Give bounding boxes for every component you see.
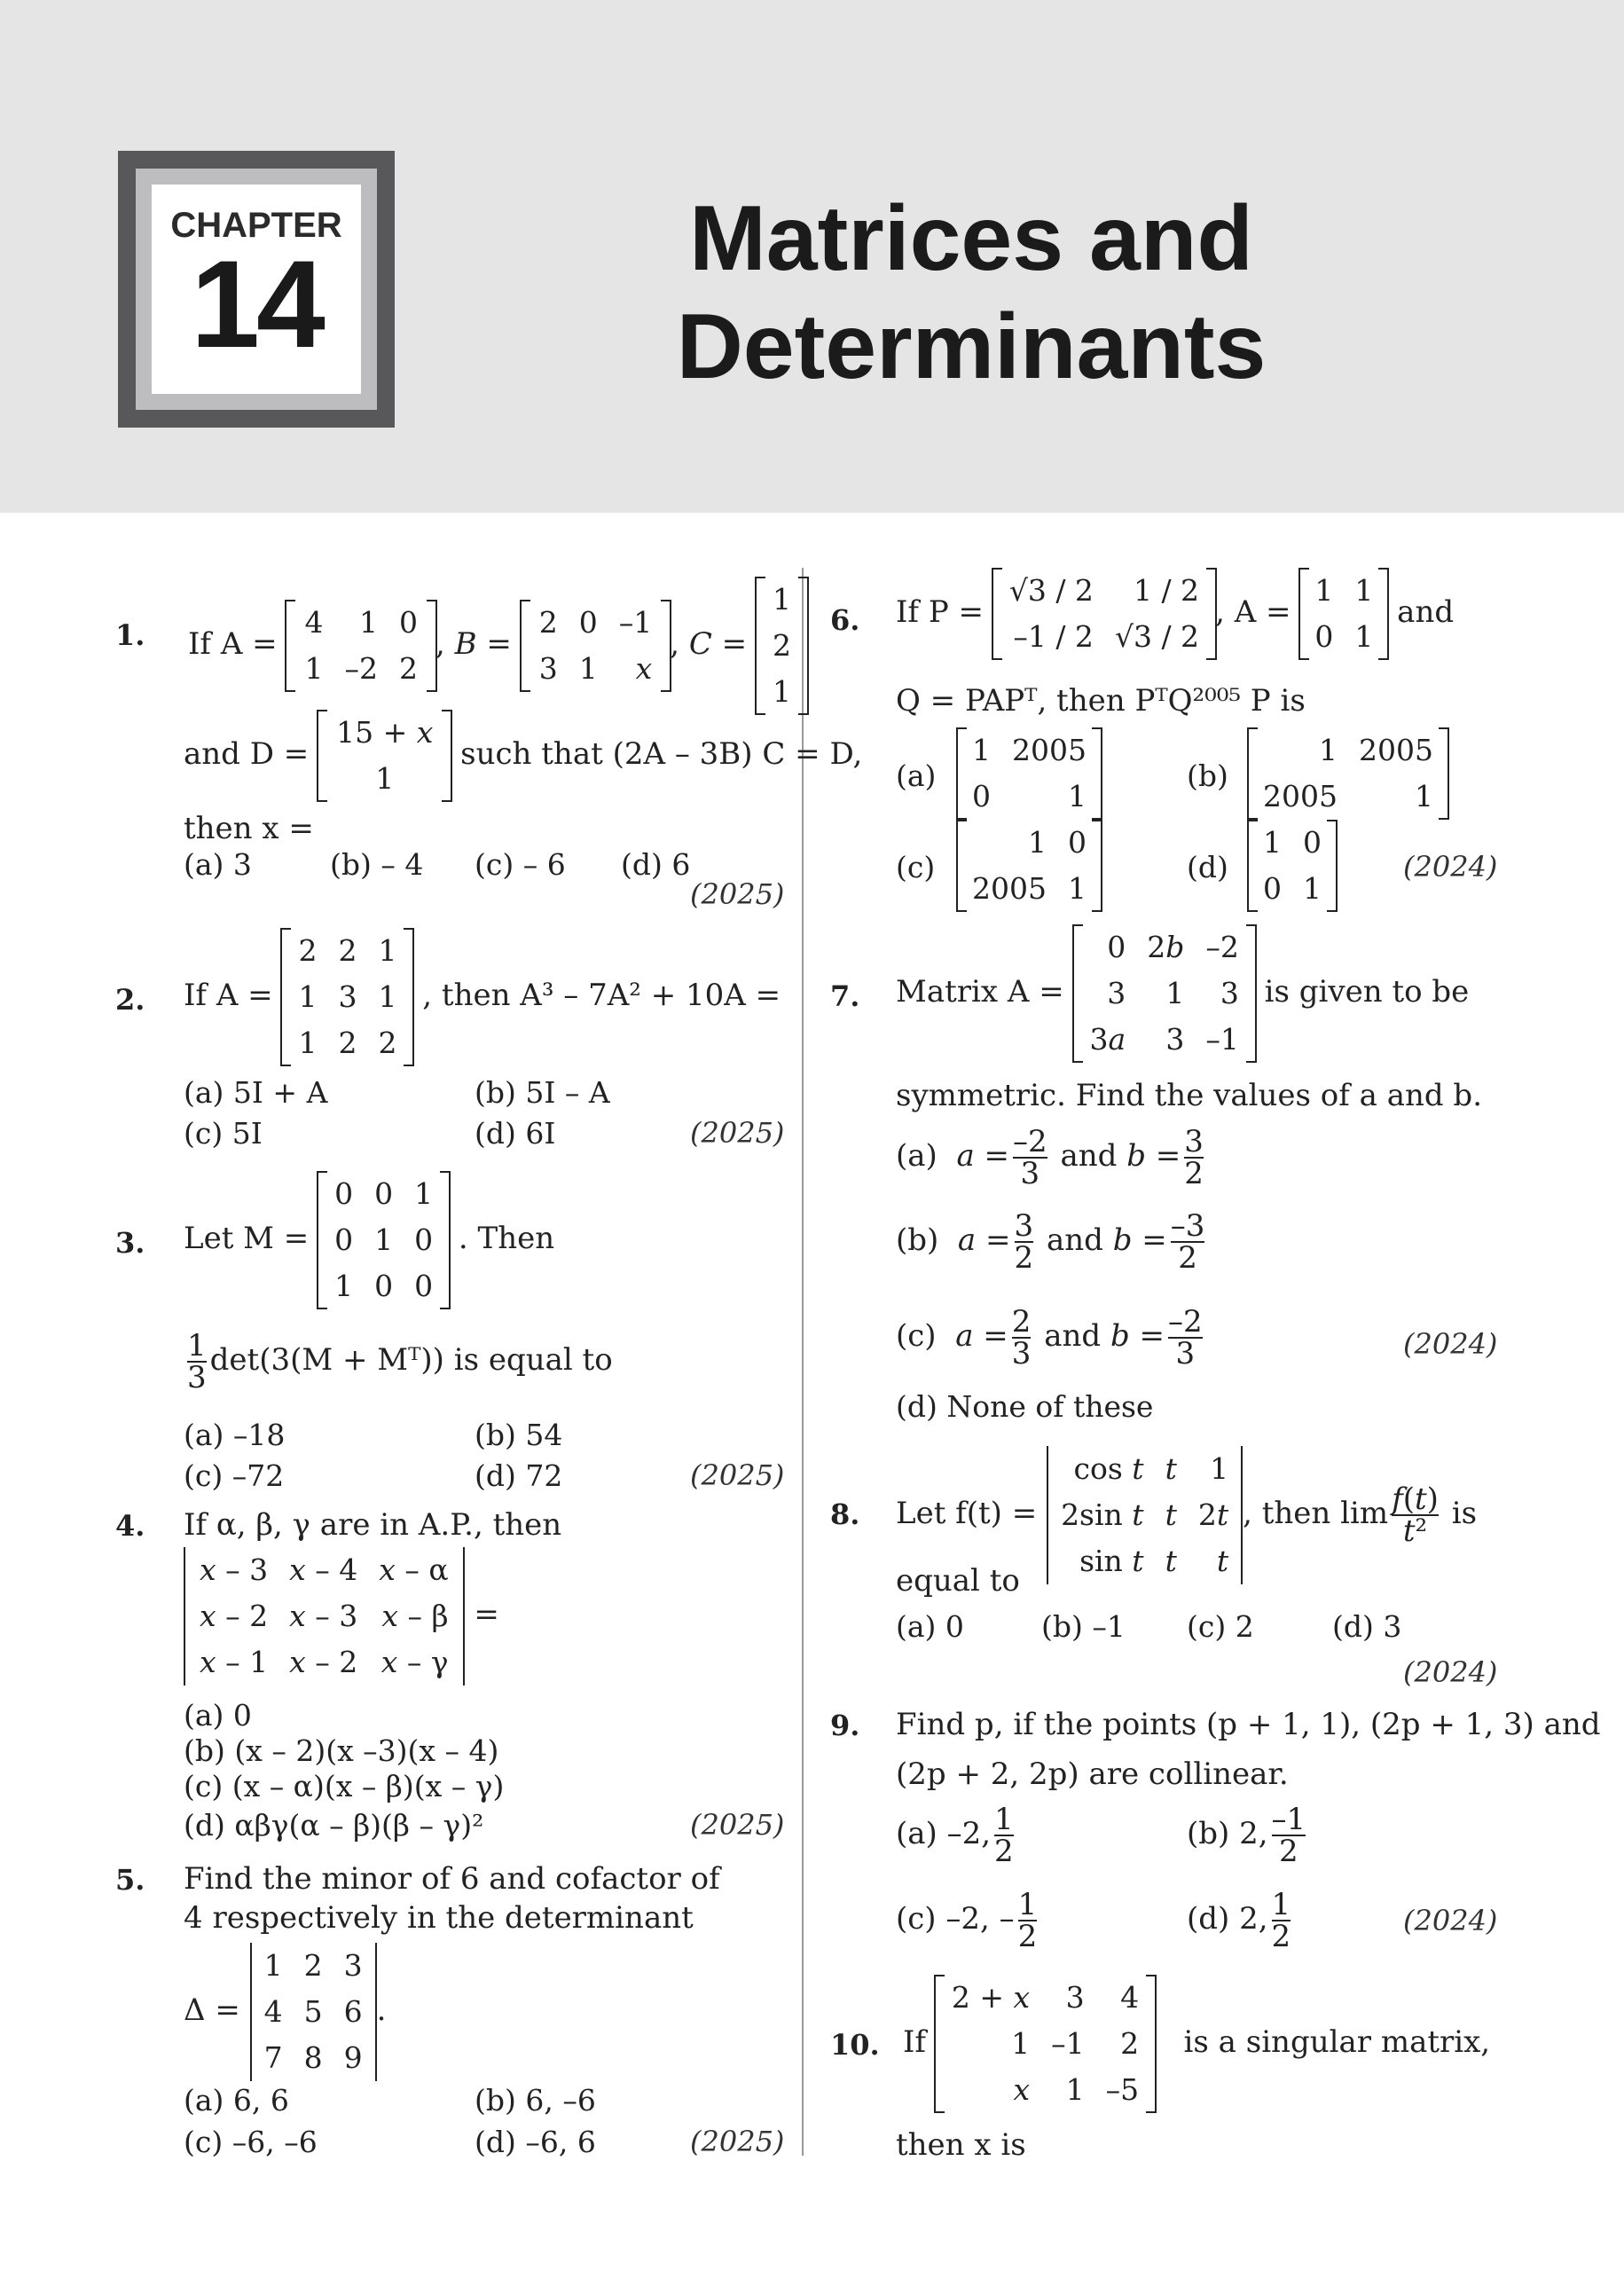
option-d[interactable]: (d) 72 [475, 1458, 563, 1493]
option-c[interactable]: (c) (x – α)(x – β)(x – γ) [184, 1769, 505, 1803]
matrix-M: 0 0 1 0 1 0 1 0 0 [318, 1171, 449, 1309]
option-a[interactable]: (a) 0 [896, 1609, 964, 1644]
option-c[interactable]: (c) –6, –6 [184, 2125, 318, 2159]
option-b[interactable]: (b) 6, –6 [475, 2083, 596, 2118]
option-d[interactable]: (d) 2, [1187, 1901, 1268, 1937]
option-b[interactable]: (b) [896, 1222, 939, 1258]
question-year: (2025) [690, 1458, 785, 1492]
question-year: (2025) [690, 2125, 785, 2158]
option-d[interactable]: (d) None of these [896, 1389, 1154, 1424]
option-d[interactable]: (d) 3 [1332, 1609, 1402, 1644]
matrix-A: 1 1 0 1 [1300, 568, 1387, 660]
option-d[interactable]: (d) [1187, 850, 1228, 884]
option-a[interactable]: (a) –2, [896, 1816, 992, 1851]
column-divider [802, 568, 804, 2156]
chapter-number: 14 [191, 234, 322, 373]
option-d[interactable]: (d) 6I [475, 1116, 556, 1151]
determinant: 1 2 3 4 5 6 7 8 9 [250, 1943, 377, 2081]
question-year: (2025) [690, 1116, 785, 1150]
matrix-B: 2 0 –1 3 1 x [522, 600, 671, 692]
question-year: (2024) [1403, 1904, 1498, 1937]
matrix-A: 4 1 0 1 –2 2 [286, 600, 435, 692]
chapter-badge [118, 151, 395, 428]
determinant: x – 3 x – 4 x – α x – 2 x – 3 x – β x – 1 x – 2 x – γ [184, 1547, 465, 1686]
chapter-label: CHAPTER [170, 206, 342, 245]
option-a[interactable]: (a) [896, 758, 937, 793]
option-c[interactable]: (c) –2, – [896, 1901, 1015, 1937]
option-c[interactable]: (c) 2 [1187, 1609, 1254, 1644]
option-b[interactable]: (b) [1187, 758, 1228, 793]
matrix: 2 + x 3 4 1 –1 2 x 1 –5 [936, 1975, 1155, 2113]
matrix-D: 15 + x 1 [318, 710, 451, 802]
matrix-C: 1 2 1 [757, 577, 807, 715]
determinant: cos t t 1 2sin t t 2t sin t t t [1047, 1446, 1243, 1584]
option-c[interactable]: (c) [896, 1318, 937, 1354]
option-b[interactable]: (b) 54 [475, 1418, 563, 1452]
option-a[interactable]: (a) 5I + A [184, 1075, 328, 1110]
option-b[interactable]: (b) 5I – A [475, 1075, 610, 1110]
question-year: (2025) [690, 877, 785, 911]
option-c[interactable]: (c) – 6 [475, 847, 566, 882]
option-d[interactable]: (d) –6, 6 [475, 2125, 596, 2159]
chapter-header [0, 0, 1624, 513]
option-c[interactable]: (c) [896, 850, 936, 884]
option-d[interactable]: (d) αβγ(α – β)(β – γ)² [184, 1808, 484, 1843]
chapter-title: Matrices and Determinants [676, 187, 1267, 398]
option-b[interactable]: (b) – 4 [330, 847, 424, 882]
option-a[interactable]: (a) 0 [184, 1698, 252, 1733]
option-d[interactable]: (d) 6 [621, 847, 691, 882]
matrix-A: 0 2b –2 3 1 3 3a 3 –1 [1074, 924, 1255, 1063]
option-b[interactable]: (b) 2, [1187, 1816, 1268, 1851]
question-year: (2024) [1403, 1655, 1498, 1689]
option-b[interactable]: (b) (x – 2)(x –3)(x – 4) [184, 1733, 499, 1768]
option-c[interactable]: (c) –72 [184, 1458, 285, 1493]
option-a[interactable]: (a) –18 [184, 1418, 286, 1452]
option-a[interactable]: (a) 6, 6 [184, 2083, 289, 2118]
option-b[interactable]: (b) –1 [1041, 1609, 1126, 1644]
question-year: (2025) [690, 1808, 785, 1842]
question-year: (2024) [1403, 1327, 1498, 1361]
matrix-A: 2 2 1 1 3 1 1 2 2 [282, 928, 412, 1066]
option-a[interactable]: (a) 3 [184, 847, 252, 882]
question-year: (2024) [1403, 850, 1498, 884]
option-a[interactable]: (a) [896, 1138, 938, 1174]
option-c[interactable]: (c) 5I [184, 1116, 263, 1151]
matrix-P: √3 / 2 1 / 2 –1 / 2 √3 / 2 [993, 568, 1215, 660]
